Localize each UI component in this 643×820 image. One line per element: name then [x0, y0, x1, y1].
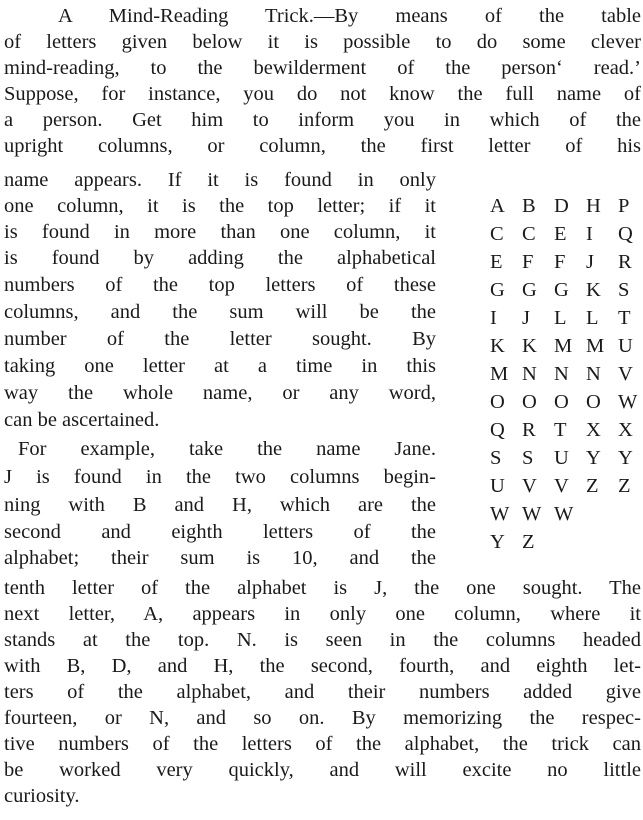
letter-cell: W — [490, 503, 510, 525]
letter-cell: N — [522, 363, 537, 385]
letter-cell: Y — [618, 447, 633, 469]
letter-table-row — [490, 194, 642, 222]
article-line: stands at the top. N. is seen in the columns headed — [4, 629, 641, 651]
letter-table-row — [490, 222, 642, 250]
letter-cell: Z — [618, 475, 631, 497]
article-line: of letters given below it is possible to do some clever — [4, 31, 641, 53]
letter-cell: M — [490, 363, 509, 385]
letter-cell: A — [490, 195, 505, 217]
letter-cell: E — [554, 223, 567, 245]
article-line: columns, and the sum will be the — [4, 301, 436, 323]
letter-cell: Z — [522, 531, 535, 553]
letter-cell: O — [586, 391, 601, 413]
article-line: alphabet; their sum is 10, and the — [4, 547, 436, 569]
letter-cell: Q — [490, 419, 505, 441]
letter-cell: G — [522, 279, 537, 301]
letter-cell: F — [522, 251, 534, 273]
article-line: be worked very quickly, and will excite no little — [4, 759, 641, 781]
letter-cell: K — [522, 335, 537, 357]
letter-cell: U — [490, 475, 505, 497]
letter-cell: J — [586, 251, 594, 273]
letter-cell: S — [490, 447, 502, 469]
letter-cell: C — [522, 223, 536, 245]
letter-cell: Y — [586, 447, 601, 469]
letter-cell: V — [554, 475, 569, 497]
letter-cell: L — [586, 307, 599, 329]
article-line: tenth letter of the alphabet is J, the one sought. The — [4, 577, 641, 599]
article-line: a person. Get him to inform you in which of the — [4, 109, 641, 131]
letter-cell: M — [586, 335, 605, 357]
letter-cell: V — [522, 475, 537, 497]
article-line: ning with B and H, which are the — [4, 494, 436, 516]
article-line: second and eighth letters of the — [4, 521, 436, 543]
article-line: ters of the alphabet, and their numbers added give — [4, 681, 641, 703]
letter-cell: R — [522, 419, 536, 441]
letter-cell: W — [522, 503, 542, 525]
letter-cell: O — [554, 391, 569, 413]
article-line: is found in more than one column, it — [4, 221, 436, 243]
letter-table-row — [490, 362, 642, 390]
letter-table-row — [490, 474, 642, 502]
letter-cell: X — [586, 419, 601, 441]
letter-cell: J — [522, 307, 530, 329]
letter-cell: G — [490, 279, 505, 301]
letter-cell: O — [490, 391, 505, 413]
letter-table-row — [490, 502, 642, 530]
letter-table-row — [490, 278, 642, 306]
article-line: next letter, A, appears in only one column, where it — [4, 603, 641, 625]
letter-cell: S — [522, 447, 534, 469]
article-line: name appears. If it is found in only — [4, 169, 436, 191]
letter-cell: C — [490, 223, 504, 245]
letter-cell: T — [554, 419, 567, 441]
article-line: is found by adding the alphabetical — [4, 247, 436, 269]
article-line: mind-reading, to the bewilderment of the person‘ read.’ — [4, 57, 641, 79]
letter-cell: K — [490, 335, 505, 357]
article-line: For example, take the name Jane. — [18, 438, 436, 460]
letter-table-row — [490, 418, 642, 446]
article-line: Suppose, for instance, you do not know the full name of — [4, 83, 641, 105]
article-line: one column, it is the top letter; if it — [4, 195, 436, 217]
letter-cell: W — [554, 503, 574, 525]
letter-cell: V — [618, 363, 633, 385]
letter-cell: U — [618, 335, 633, 357]
letter-cell: Z — [586, 475, 599, 497]
letter-cell: F — [554, 251, 566, 273]
letter-cell: X — [618, 419, 633, 441]
letter-table-row — [490, 446, 642, 474]
letter-cell: R — [618, 251, 632, 273]
letter-cell: Q — [618, 223, 633, 245]
letter-table-row — [490, 334, 642, 362]
letter-cell: M — [554, 335, 573, 357]
letter-cell: W — [618, 391, 638, 413]
article-line: upright columns, or column, the first letter of his — [4, 135, 641, 157]
article-line: can be ascertained. — [4, 409, 160, 431]
letter-cell: L — [554, 307, 567, 329]
article-line: A Mind-Reading Trick.—By means of the table — [58, 5, 641, 27]
letter-table-row — [490, 390, 642, 418]
article-line: fourteen, or N, and so on. By memorizing the respec- — [4, 707, 641, 729]
letter-cell: U — [554, 447, 569, 469]
letter-cell: N — [554, 363, 569, 385]
letter-cell: Y — [490, 531, 505, 553]
article-line: number of the letter sought. By — [4, 328, 436, 350]
article-line: curiosity. — [4, 785, 80, 807]
letter-cell: O — [522, 391, 537, 413]
letter-table-row — [490, 250, 642, 278]
letter-cell: H — [586, 195, 601, 217]
letter-cell: G — [554, 279, 569, 301]
article-line: way the whole name, or any word, — [4, 382, 436, 404]
letter-cell: K — [586, 279, 601, 301]
letter-cell: I — [490, 307, 497, 329]
letter-cell: T — [618, 307, 631, 329]
article-line: with B, D, and H, the second, fourth, and eighth let- — [4, 655, 641, 677]
letter-table-row — [490, 530, 642, 558]
letter-cell: P — [618, 195, 630, 217]
letter-cell: S — [618, 279, 630, 301]
letter-cell: E — [490, 251, 503, 273]
article-line: taking one letter at a time in this — [4, 355, 436, 377]
article-line: numbers of the top letters of these — [4, 274, 436, 296]
letter-cell: N — [586, 363, 601, 385]
letter-cell: D — [554, 195, 569, 217]
article-line: tive numbers of the letters of the alphabet, the trick can — [4, 733, 641, 755]
letter-cell: I — [586, 223, 593, 245]
article-line: J is found in the two columns begin- — [4, 466, 436, 488]
letter-cell: B — [522, 195, 536, 217]
letter-table-row — [490, 306, 642, 334]
